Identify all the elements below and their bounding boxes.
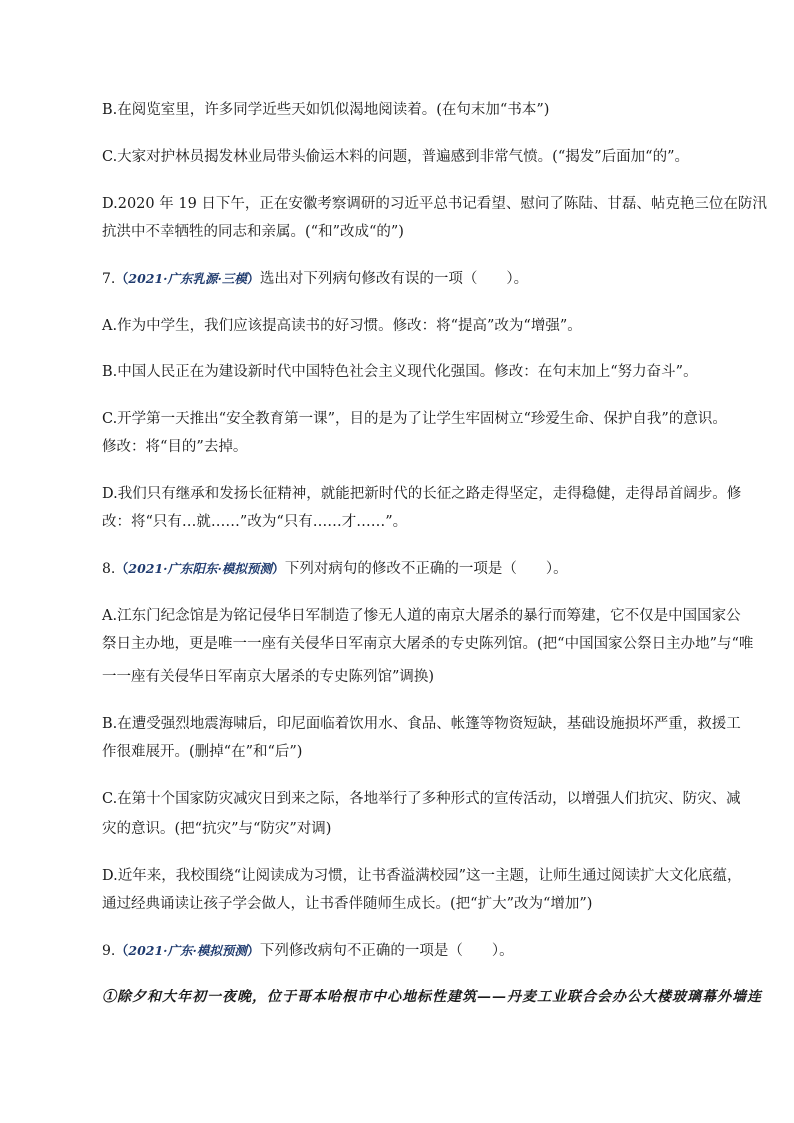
option-d-q8-line1: D.近年来，我校围绕“让阅读成为习惯，让书香溢满校园”这一主题，让师生通过阅读扩大文化底蕴， [102,868,742,884]
sentence-1-q9: ①除夕和大年初一夜晚，位于哥本哈根市中心地标性建筑——丹麦工业联合会办公大楼玻璃幕外墙连 [102,989,762,1005]
question-stem: 下列对病句的修改不正确的一项是（ ）。 [284,561,568,577]
option-b-q7: B.中国人民正在为建设新时代中国特色社会主义现代化强国。修改：在句末加上“努力奋斗”。 [102,364,698,380]
option-d-q7-line1: D.我们只有继承和发扬长征精神，就能把新时代的长征之路走得坚定，走得稳健，走得昂首阔步。修 [102,486,742,502]
question-source: 2021·广东乳源·三模 [128,271,247,286]
option-c-q7-line1: C.开学第一天推出“安全教育第一课”，目的是为了让学生牢固树立“珍爱生命、保护自我”的意识。 [102,411,727,427]
option-d-q7-line2: 改：将“只有…就……”改为“只有……才……”。 [102,514,408,530]
option-d-q6-line2: 抗洪中不幸牺牲的同志和亲属。(“和”改成“的”) [102,224,404,240]
question-9: 9.（2021·广东·模拟预测）下列修改病句不正确的一项是（ ）。 [102,943,514,959]
option-b-q8-line1: B.在遭受强烈地震海啸后，印尼面临着饮用水、食品、帐篷等物资短缺，基础设施损坏严重，救援工 [102,716,741,732]
option-a-q8-line1: A.江东门纪念馆是为铭记侵华日军制造了惨无人道的南京大屠杀的暴行而筹建，它不仅是中国国家公 [102,608,741,624]
question-7: 7.（2021·广东乳源·三模）选出对下列病句修改有误的一项（ ）。 [102,271,529,287]
question-stem: 下列修改病句不正确的一项是（ ）。 [259,943,514,959]
option-d-q6-line1: D.2020 年 19 日下午，正在安徽考察调研的习近平总书记看望、慰问了陈陆、甘磊、帖克艳三位在防汛 [102,196,767,212]
question-source: 2021·广东·模拟预测 [128,943,247,958]
question-number: 9. [102,943,116,959]
option-a-q8-line2: 祭日主办地，更是唯一一座有关侵华日军南京大屠杀的专史陈列馆。(把“中国国家公祭日主办地”与“唯 [102,636,754,652]
question-number: 7. [102,271,116,287]
option-b-q6: B.在阅览室里，许多同学近些天如饥似渴地阅读着。(在句末加“书本”) [102,102,550,118]
question-8: 8.（2021·广东阳东·模拟预测）下列对病句的修改不正确的一项是（ ）。 [102,561,568,577]
option-c-q8-line1: C.在第十个国家防灾减灾日到来之际，各地举行了多种形式的宣传活动，以增强人们抗灾、防灾、减 [102,791,741,807]
option-c-q7-line2: 修改：将“目的”去掉。 [102,439,248,455]
question-source: 2021·广东阳东·模拟预测 [128,561,272,576]
question-stem: 选出对下列病句修改有误的一项（ ）。 [259,271,529,287]
option-b-q8-line2: 作很难展开。(删掉“在”和“后”) [102,744,303,760]
option-a-q7: A.作为中学生，我们应该提高读书的好习惯。修改：将“提高”改为“增强”。 [102,318,582,334]
option-c-q8-line2: 灾的意识。(把“抗灾”与“防灾”对调) [102,821,332,837]
question-number: 8. [102,561,116,577]
option-c-q6: C.大家对护林员揭发林业局带头偷运木料的问题，普遍感到非常气愤。(“揭发”后面加“的”。 [102,149,689,165]
option-a-q8-line3: 一一座有关侵华日军南京大屠杀的专史陈列馆”调换) [102,669,435,685]
option-d-q8-line2: 通过经典诵读让孩子学会做人，让书香伴随师生成长。(把“扩大”改为“增加”) [102,896,593,912]
